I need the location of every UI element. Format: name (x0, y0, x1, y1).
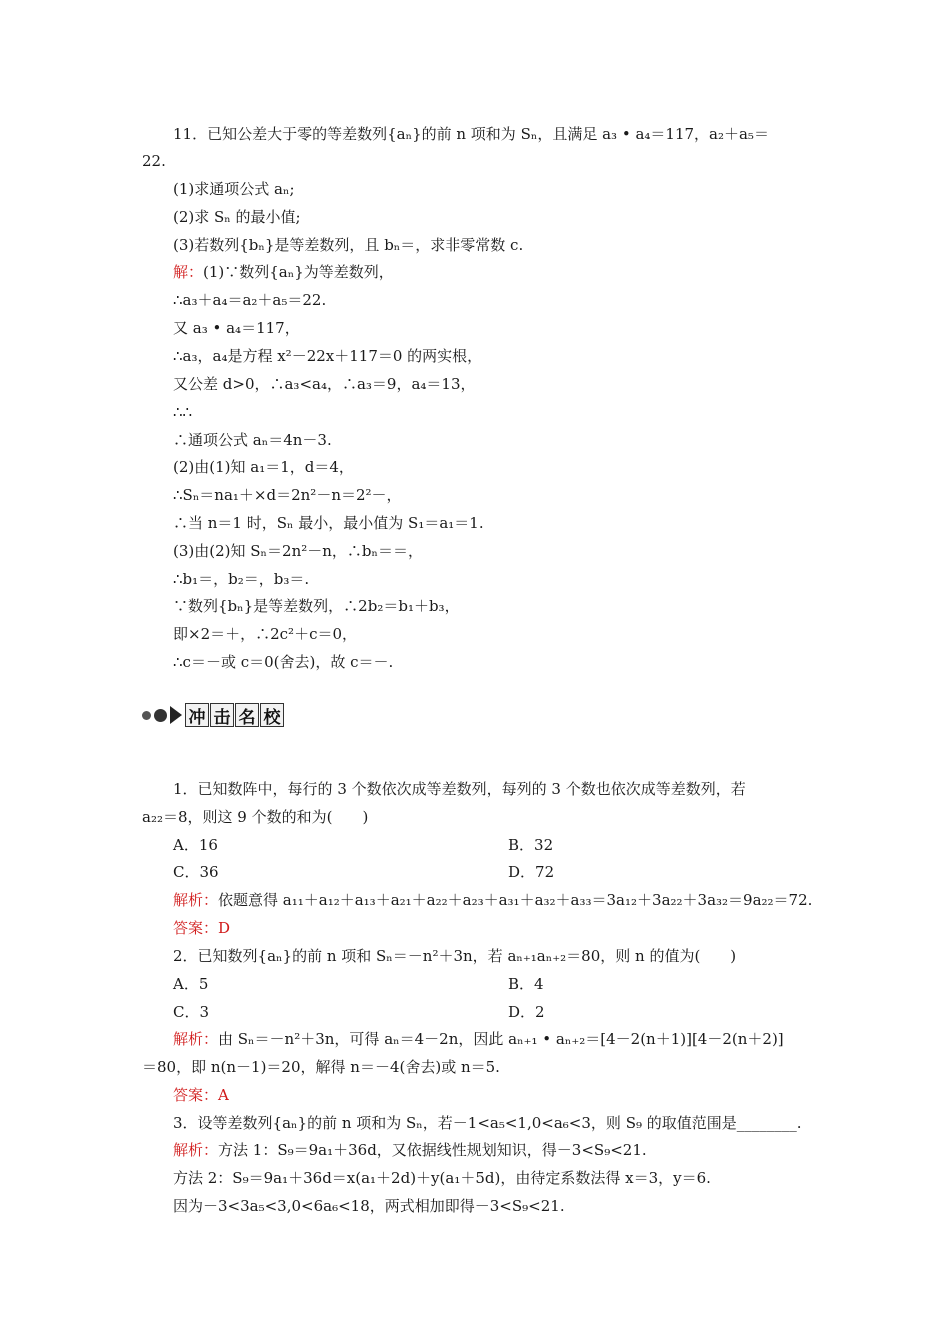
banner-char: 校 (260, 703, 284, 727)
solution-line: ∵数列{bₙ}是等差数列，∴2b₂＝b₁＋b₃， (173, 597, 460, 615)
q1-option-a: A．16 (173, 836, 218, 854)
q1-answer: 答案：D (173, 919, 231, 937)
q1-text: 1．已知数阵中，每行的 3 个数依次成等差数列，每列的 3 个数也依次成等差数列，若 (173, 780, 746, 798)
banner-dot-icon (142, 711, 151, 720)
analysis-text: 由 Sₙ＝－n²＋3n，可得 aₙ＝4－2n，因此 aₙ₊₁ • aₙ₊₂＝[4－2(n＋1)][4－2(n＋2)] (218, 1030, 784, 1048)
section-banner (142, 702, 285, 728)
q3-method2: 方法 2：S₉＝9a₁＋36d＝x(a₁＋2d)＋y(a₁＋5d)，由待定系数法得 x＝3，y＝6. (173, 1169, 711, 1187)
solution-line: ∴b₁＝，b₂＝，b₃＝. (173, 570, 310, 588)
q11-sub3: (3)若数列{bₙ}是等差数列，且 bₙ＝，求非零常数 c. (173, 236, 524, 254)
q2-option-a: A．5 (173, 975, 209, 993)
banner-char: 击 (210, 703, 234, 727)
banner-dot-icon (154, 709, 167, 722)
analysis-label: 解析： (173, 891, 219, 909)
analysis-text: 方法 1：S₉＝9a₁＋36d，又依据线性规划知识，得－3<S₉<21. (218, 1141, 647, 1159)
q11-sub1: (1)求通项公式 aₙ; (173, 180, 295, 198)
q1-continued: a₂₂＝8，则这 9 个数的和为( ) (142, 808, 369, 826)
q2-analysis (173, 1029, 784, 1049)
q11-continued: 22. (142, 152, 166, 170)
q3-analysis (173, 1140, 647, 1160)
solution-line: ∴∴ (173, 403, 193, 421)
banner-char: 冲 (185, 703, 209, 727)
q11-sub2: (2)求 Sₙ 的最小值; (173, 208, 301, 226)
solution-line: ∴a₃，a₄是方程 x²－22x＋117＝0 的两实根， (173, 347, 483, 365)
analysis-text: 依题意得 a₁₁＋a₁₂＋a₁₃＋a₂₁＋a₂₂＋a₂₃＋a₃₁＋a₃₂＋a₃₃＝3a₁₂＋3a₂₂＋3a₃₂＝9a₂₂＝72. (218, 891, 813, 909)
solution-first-line (173, 262, 394, 282)
q1-analysis (173, 890, 812, 910)
q11-text: 11．已知公差大于零的等差数列{aₙ}的前 n 项和为 Sₙ，且满足 a₃ • a₄＝117，a₂＋a₅＝ (173, 125, 769, 143)
q3-text: 3．设等差数列{aₙ}的前 n 项和为 Sₙ，若－1<a₅<1,0<a₆<3，则 S₉ 的取值范围是________. (173, 1114, 802, 1132)
solution-line: 即×2＝＋，∴2c²＋c＝0， (173, 625, 358, 643)
q2-option-c: C．3 (173, 1003, 210, 1021)
banner-arrow-icon (170, 706, 182, 724)
solution-line: (3)由(2)知 Sₙ＝2n²－n，∴bₙ＝＝， (173, 542, 423, 560)
solution-line: 又公差 d>0，∴a₃<a₄，∴a₃＝9，a₄＝13， (173, 375, 476, 393)
q2-text: 2．已知数列{aₙ}的前 n 项和 Sₙ＝－n²＋3n，若 aₙ₊₁aₙ₊₂＝80，则 n 的值为( ) (173, 947, 737, 965)
solution-line: (2)由(1)知 a₁＝1，d＝4， (173, 458, 354, 476)
q1-option-d: D．72 (508, 863, 555, 881)
q1-option-b: B．32 (508, 836, 554, 854)
solution-line: 又 a₃ • a₄＝117， (173, 319, 300, 337)
solution-line: (1)∵数列{aₙ}为等差数列， (203, 263, 394, 281)
solution-line: ∴c＝－或 c＝0(舍去)，故 c＝－. (173, 653, 394, 671)
solution-line: ∴a₃＋a₄＝a₂＋a₅＝22. (173, 291, 327, 309)
q2-option-b: B．4 (508, 975, 544, 993)
solution-line: ∴Sₙ＝na₁＋×d＝2n²－n＝2²－， (173, 486, 402, 504)
solution-label: 解： (173, 263, 204, 281)
q2-analysis-continued: ＝80，即 n(n－1)＝20，解得 n＝－4(舍去)或 n＝5. (142, 1058, 500, 1076)
q2-option-d: D．2 (508, 1003, 545, 1021)
q3-conclusion: 因为－3<3a₅<3,0<6a₆<18，两式相加即得－3<S₉<21. (173, 1197, 565, 1215)
q1-option-c: C．36 (173, 863, 219, 881)
banner-char: 名 (235, 703, 259, 727)
banner-title (185, 703, 285, 727)
analysis-label: 解析： (173, 1030, 219, 1048)
solution-line: ∴当 n＝1 时，Sₙ 最小，最小值为 S₁＝a₁＝1. (173, 514, 484, 532)
analysis-label: 解析： (173, 1141, 219, 1159)
q2-answer: 答案：A (173, 1086, 229, 1104)
solution-line: ∴通项公式 aₙ＝4n－3. (173, 431, 332, 449)
